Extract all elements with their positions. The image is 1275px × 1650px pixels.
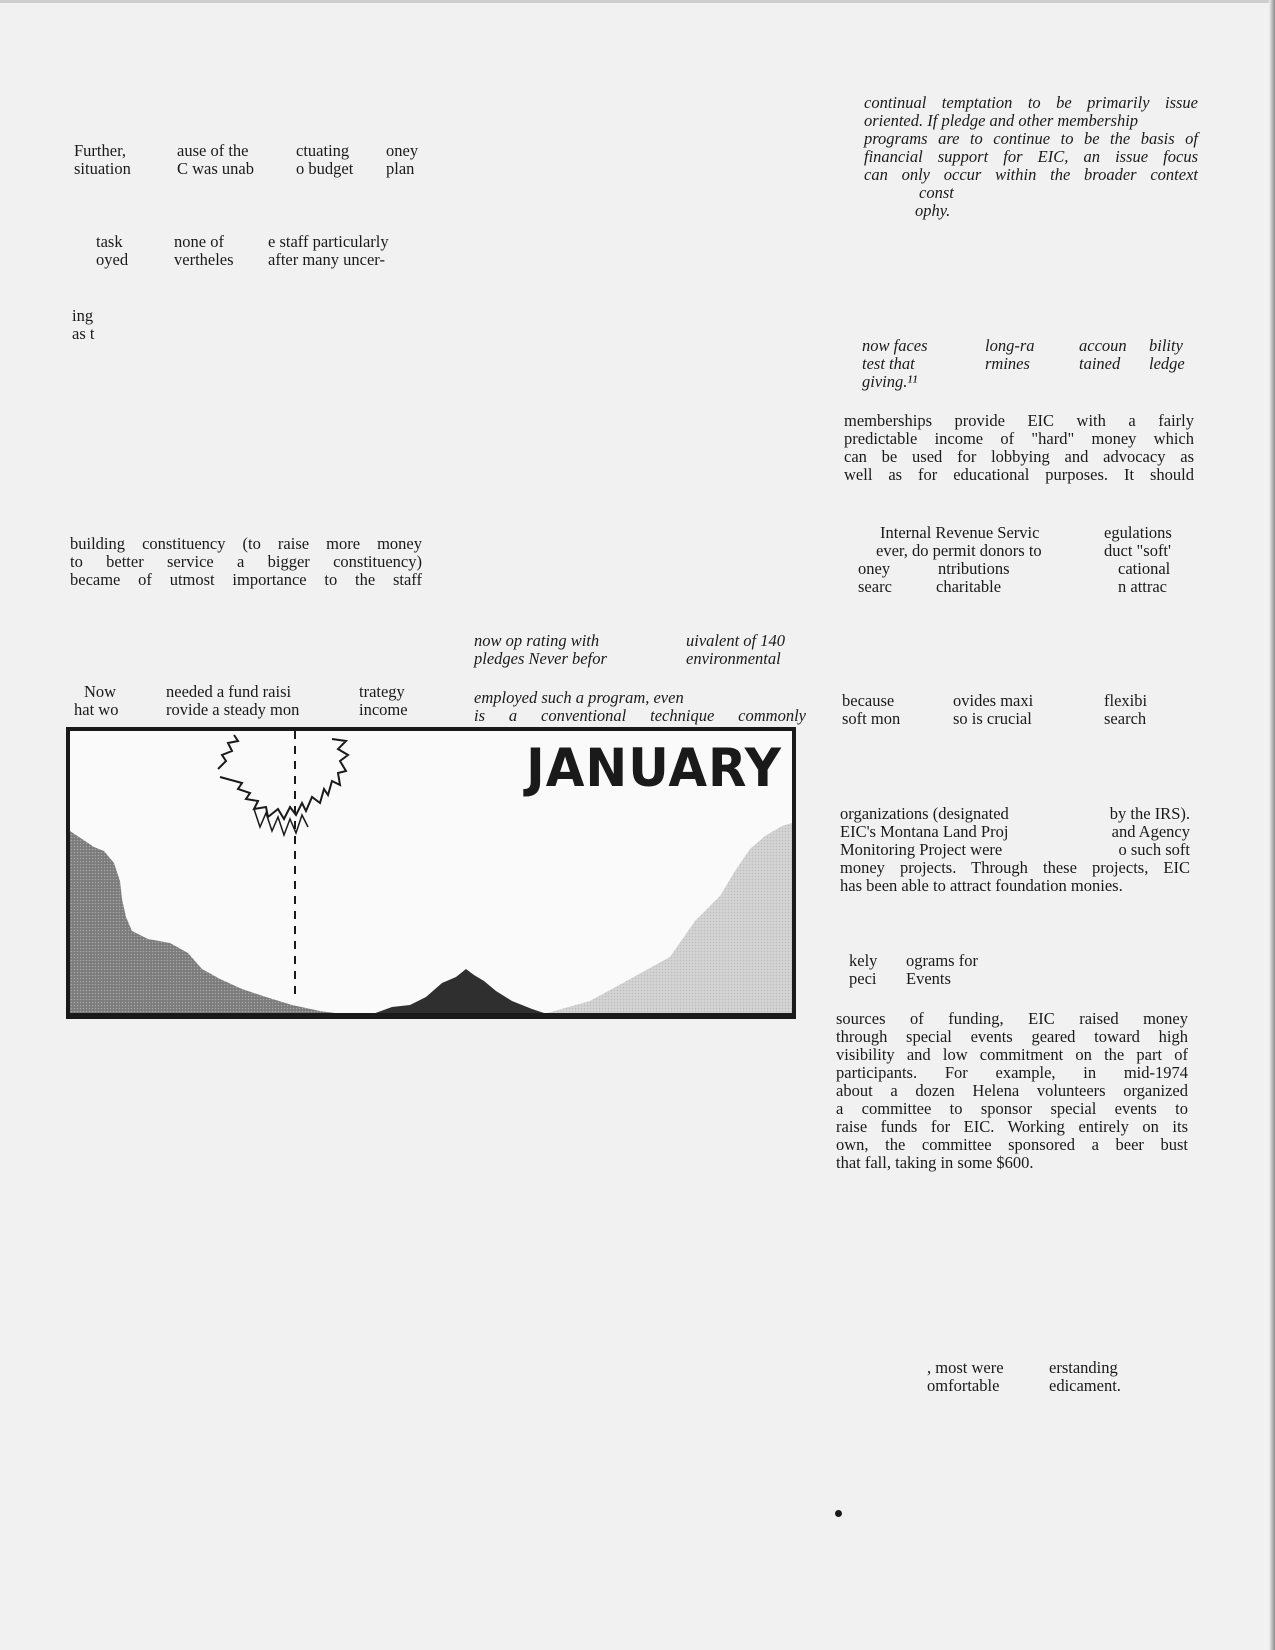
right-p4-col5 [1118,560,1170,596]
text-line: by the IRS). [1109,804,1190,823]
text-line: ograms for [906,951,978,970]
text-line: uivalent of 140 [686,631,785,650]
text-line: ntributions [938,559,1010,578]
text-line: , most were [927,1358,1004,1377]
text-line: now faces [862,336,928,355]
text-line: that fall, taking in some $600. [836,1153,1034,1172]
left-p2-col1 [96,233,128,269]
bullet-dot [835,1510,842,1517]
text-line: Monitoring Project were [840,840,1003,859]
text-line: rmines [985,354,1030,373]
text-line: sources of funding, EIC raised money [836,1009,1188,1028]
text-line: ledge [1149,354,1185,373]
text-line: oriented. If pledge and other membership [864,111,1139,130]
text-line: ovides maxi [953,691,1034,710]
text-line: n attrac [1118,577,1168,596]
left-p2-col2 [174,233,234,269]
right-p9-col1 [927,1359,1004,1395]
text-line: long-ra [985,336,1035,355]
text-line: task [96,232,123,251]
right-p2-col1 [862,337,928,391]
text-line: oyed [96,250,129,269]
text-line: is a conventional technique commonly [474,706,806,725]
text-line: Events [906,969,951,988]
text-line: duct "soft' [1104,541,1171,560]
text-line: ctuating [296,141,350,160]
text-line: giving.¹¹ [862,372,918,391]
text-line: accoun [1079,336,1127,355]
text-line: charitable [936,577,1002,596]
text-line: soft mon [842,709,901,728]
text-line: o budget [296,159,354,178]
text-line: C was unab [177,159,254,178]
right-p6-col2 [1080,805,1190,859]
text-line: rovide a steady mon [166,700,300,719]
text-line: participants. For example, in mid-1974 [836,1063,1188,1082]
text-line: peci [849,969,877,988]
text-line: searc [858,577,892,596]
text-line: can only occur within the broader context [864,165,1198,184]
page-right-edge [1269,0,1275,1650]
right-p1 [864,94,1198,184]
text-line: a committee to sponsor special events to [836,1099,1188,1118]
month-title: JANUARY [526,737,782,799]
left-p1-col2 [177,142,254,178]
text-line: o such soft [1118,840,1190,859]
right-p7-col2 [906,952,978,988]
text-line: hat wo [74,700,119,719]
text-line: income [359,700,408,719]
text-line: continual temptation to be primarily issue [864,93,1198,112]
left-p1-col3 [296,142,353,178]
left-p1-col4 [386,142,418,178]
text-line: test that [862,354,915,373]
middle-p1-col1 [474,632,607,668]
text-line: because [842,691,895,710]
text-line: about a dozen Helena volunteers organized [836,1081,1188,1100]
text-line: edicament. [1049,1376,1121,1395]
text-line: oney [386,141,419,160]
left-p5-col1 [74,683,118,719]
text-line: tained [1079,354,1121,373]
right-p4-col2 [1104,524,1172,560]
text-line: flexibi [1104,691,1148,710]
text-line: now op rating with [474,631,600,650]
left-p1-col1 [74,142,131,178]
text-line: egulations [1104,523,1172,542]
text-line: omfortable [927,1376,1000,1395]
right-p5-col3 [1104,692,1147,728]
right-p9-col2 [1049,1359,1121,1395]
text-line: vertheles [174,250,234,269]
text-line: as t [72,324,95,343]
text-line: kely [849,951,878,970]
text-line: ever, do permit donors to [876,541,1042,560]
text-line: became of utmost importance to the staff [70,570,422,589]
text-line: has been able to attract foundation monies. [840,876,1123,895]
text-line: and Agency [1111,822,1190,841]
text-line: EIC's Montana Land Proj [840,822,1009,841]
text-line: cational [1118,559,1171,578]
text-line: const [919,183,954,202]
center-hill [370,969,550,1015]
text-line: search [1104,709,1147,728]
right-p4-col1 [876,523,1042,560]
text-line: Further, [74,141,127,160]
left-p5-col2 [166,683,299,719]
right-p4-col4 [936,560,1010,596]
text-line: ing [72,306,94,325]
text-line: oney [858,559,891,578]
text-line: so is crucial [953,709,1032,728]
text-line: to better service a bigger constituency) [70,552,422,571]
text-line: money projects. Through these projects, EIC [840,858,1190,877]
text-line: programs are to continue to be the basis of [864,129,1198,148]
text-line: organizations (designated [840,804,1009,823]
text-line: can be used for lobbying and advocacy as [844,447,1194,466]
right-p5-col1 [842,692,900,728]
right-p8 [836,1010,1188,1172]
text-line: predictable income of "hard" money which [844,429,1194,448]
right-p5-col2 [953,692,1033,728]
page-top-edge [0,0,1275,3]
middle-p2 [474,689,806,725]
text-line: visibility and low commitment on the part of [836,1045,1188,1064]
left-p3 [72,307,94,343]
text-line: needed a fund raisi [166,682,292,701]
left-p4 [70,535,422,589]
text-line: none of [174,232,224,251]
text-line: ause of the [177,141,249,160]
text-line: situation [74,159,131,178]
text-line: environmental [686,649,781,668]
right-mountain [540,823,792,1015]
right-p7-col1 [849,952,877,988]
text-line: memberships provide EIC with a fairly [844,411,1194,430]
right-p4-col3 [858,560,892,596]
middle-p1-col2 [686,632,785,668]
left-p2-col3 [268,233,389,269]
right-p2-col2 [985,337,1035,373]
text-line: erstanding [1049,1358,1118,1377]
text-line: Internal Revenue Servic [880,523,1040,542]
text-line: through special events geared toward high [836,1027,1188,1046]
text-line: bility [1149,336,1183,355]
calendar-illustration [66,727,796,1019]
text-line: raise funds for EIC. Working entirely on its [836,1117,1188,1136]
text-line: financial support for EIC, an issue focus [864,147,1198,166]
text-line: trategy [359,682,405,701]
text-line: ophy. [915,201,951,220]
left-p5-col3 [359,683,408,719]
sun-rays [218,735,348,819]
text-line: Now [84,682,117,701]
right-p3 [844,412,1194,484]
text-line: building constituency (to raise more money [70,534,422,553]
right-p2-col4 [1149,337,1185,373]
text-line: employed such a program, even [474,688,684,707]
right-p6-col1 [840,805,1009,859]
right-p2-col3 [1079,337,1127,373]
right-p1b [915,184,954,220]
text-line: pledges Never befor [474,649,607,668]
right-p6-full [840,859,1190,895]
text-line: own, the committee sponsored a beer bust [836,1135,1188,1154]
text-line: after many uncer- [268,250,385,269]
text-line: e staff particularly [268,232,389,251]
left-cliff [70,831,350,1015]
text-line: plan [386,159,415,178]
text-line: well as for educational purposes. It should [844,465,1194,484]
